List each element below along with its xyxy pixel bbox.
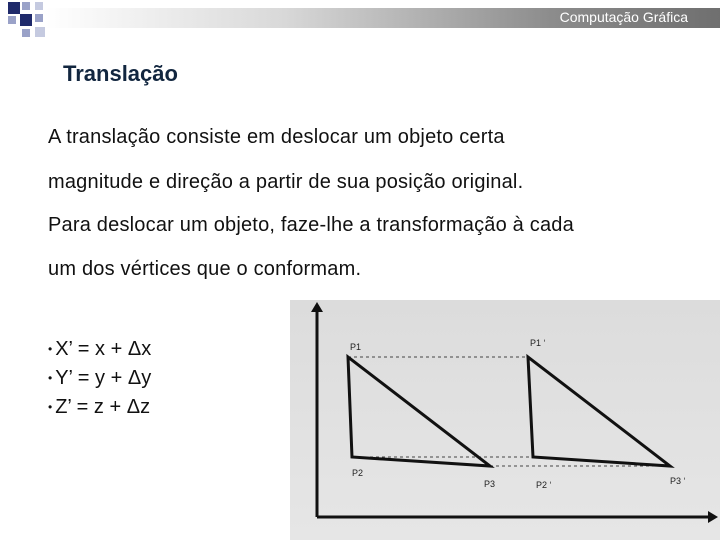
logo-square-6 <box>35 14 43 22</box>
logo-square-4 <box>8 16 16 24</box>
formula-z: Z’ = z + Δz <box>55 396 151 418</box>
x-axis-arrow-icon <box>708 511 718 523</box>
logo-square-8 <box>35 27 45 37</box>
bullet-dot-icon: • <box>48 342 53 356</box>
original-triangle <box>348 357 490 466</box>
bullet-dot-icon: • <box>48 400 53 414</box>
translated-triangle <box>528 357 670 466</box>
slide-title: Translação <box>63 61 178 86</box>
label-p1-prime: P1 ‘ <box>530 338 546 348</box>
paragraph-line-4: um dos vértices que o conformam. <box>48 258 362 280</box>
formula-item <box>48 364 151 393</box>
logo-square-1 <box>8 2 20 14</box>
y-axis-arrow-icon <box>311 302 323 312</box>
logo-square-3 <box>35 2 43 10</box>
translation-figure <box>290 300 720 540</box>
paragraph-line-1: A translação consiste em deslocar um objeto certa <box>48 126 505 148</box>
formula-list <box>48 335 151 422</box>
label-p2-prime: P2 ‘ <box>536 480 552 490</box>
formula-item <box>48 335 151 364</box>
label-p2: P2 <box>352 468 364 478</box>
bullet-dot-icon: • <box>48 371 53 385</box>
formula-x: X’ = x + Δx <box>55 338 152 360</box>
header-title: Computação Gráfica <box>559 9 688 25</box>
paragraph-line-2: magnitude e direção a partir de sua posição original. <box>48 171 524 193</box>
paragraph-line-3: Para deslocar um objeto, faze-lhe a transformação à cada <box>48 214 574 236</box>
translation-diagram <box>290 300 720 540</box>
logo-square-7 <box>22 29 30 37</box>
label-p3-prime: P3 ‘ <box>670 476 686 486</box>
formula-y: Y’ = y + Δy <box>55 367 152 389</box>
logo-square-5 <box>20 14 32 26</box>
label-p3: P3 <box>484 479 496 489</box>
logo-square-2 <box>22 2 30 10</box>
label-p1: P1 <box>350 342 362 352</box>
formula-item <box>48 393 151 422</box>
